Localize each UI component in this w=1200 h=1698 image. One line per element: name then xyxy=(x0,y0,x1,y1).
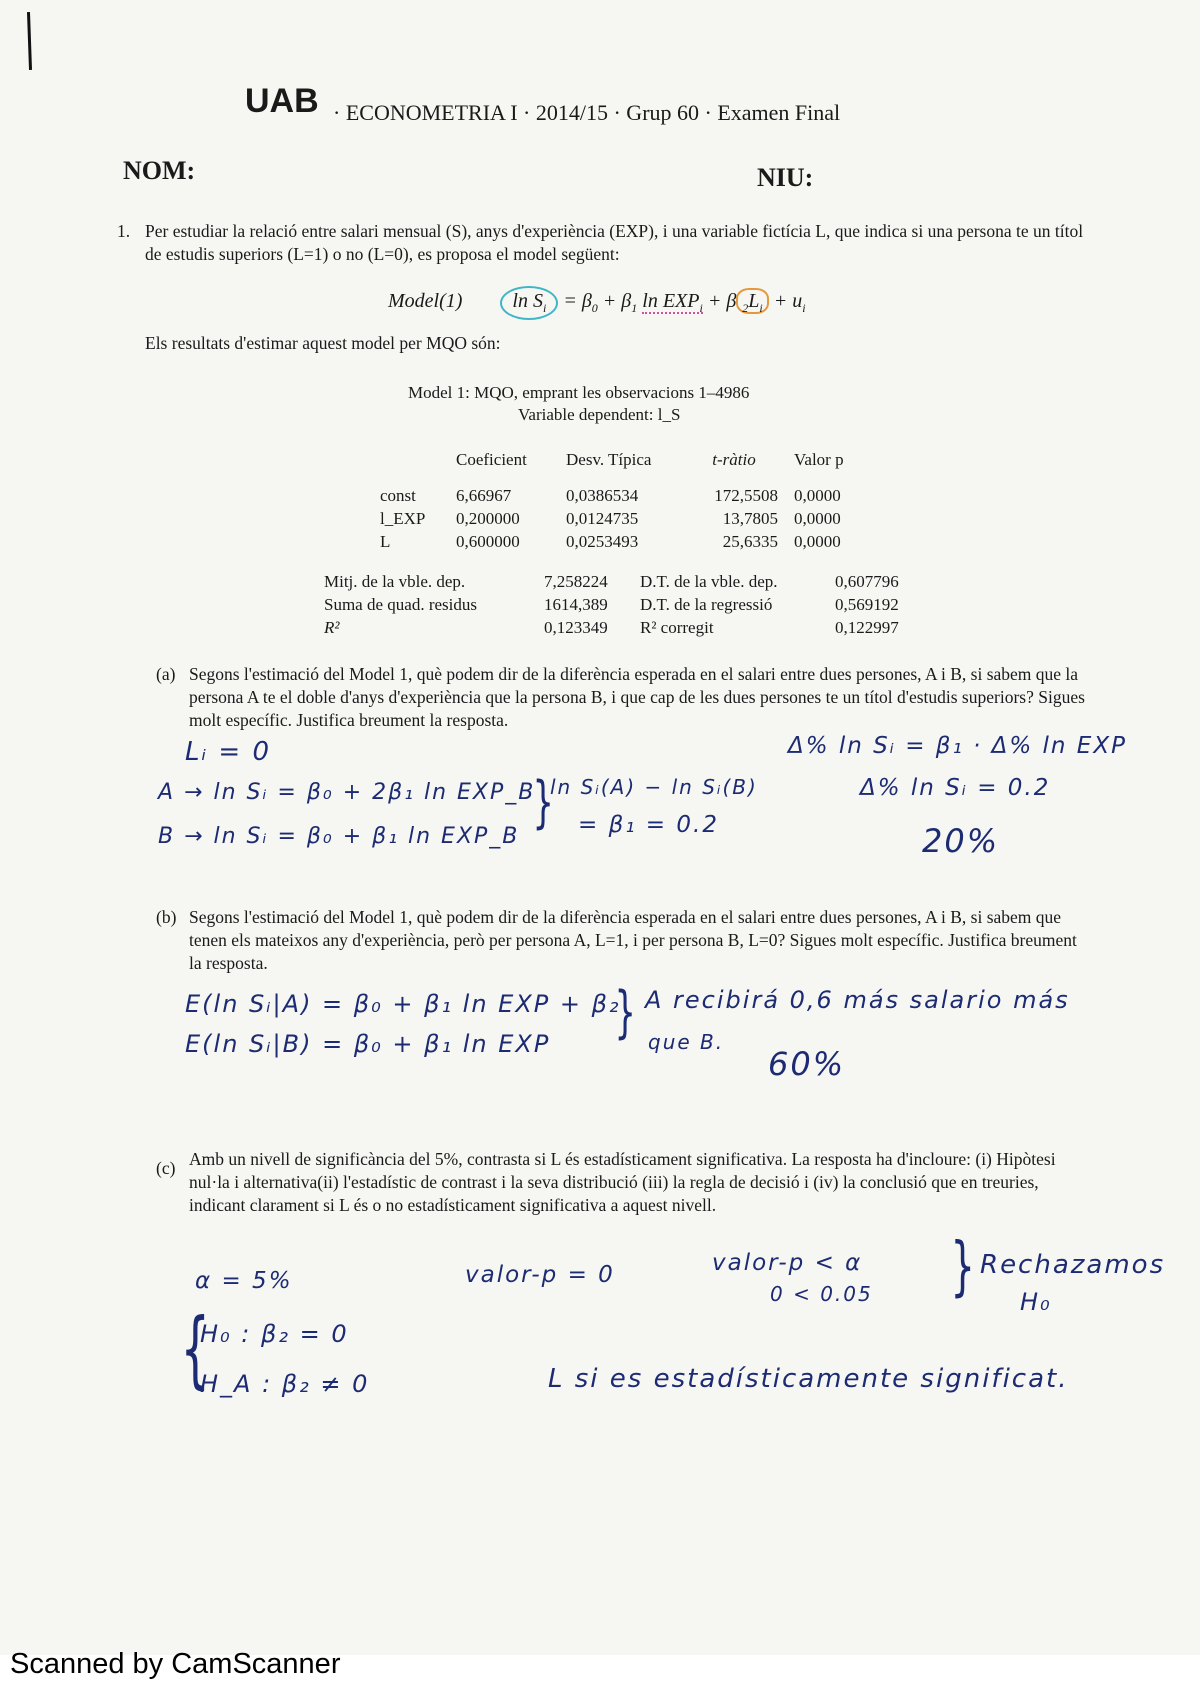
hw-a-brace: } xyxy=(532,770,556,835)
hw-b-brace: } xyxy=(614,980,638,1045)
hw-b-2: A recibirá 0,6 más salario más xyxy=(645,986,1070,1014)
stats-row: Suma de quad. residus 1614,389 D.T. de la regressió 0,569192 xyxy=(324,594,899,614)
hw-b-1: E(ln Sᵢ|A) = β₀ + β₁ ln EXP + β₂ xyxy=(185,990,621,1018)
hw-c-8: H_A : β₂ ≠ 0 xyxy=(200,1370,370,1398)
hw-c-brace-right: } xyxy=(950,1230,977,1304)
hw-c-1: α = 5% xyxy=(195,1268,293,1294)
model-label: Model(1) xyxy=(388,290,463,312)
coefficient-table xyxy=(380,450,874,553)
part-b-text: Segons l'estimació del Model 1, què podem dir de la diferència esperada en el salari entre dues persones, A i B, si sabem que tenen els mateixos any d'experiència, però per persona A, L=1, i per persona B, L=0? Sigues molt específic. Justifica breument la resposta. xyxy=(189,907,1077,973)
lhs-circle: $\ln S_i$ xyxy=(500,286,558,320)
results-intro: Els resultats d'estimar aquest model per MQO són: xyxy=(145,333,501,353)
stats-row: Mitj. de la vble. dep. 7,258224 D.T. de la vble. dep. 0,607796 xyxy=(324,571,899,591)
hw-a-6: B → ln Sᵢ = β₀ + β₁ ln EXP_B xyxy=(158,824,520,849)
hw-a-2: Δ% ln Sᵢ = β₁ · Δ% ln EXP xyxy=(788,733,1127,759)
part-a-text: Segons l'estimació del Model 1, què podem dir de la diferència esperada en el salari entre dues persones, A i B, si sabem que la persona A te el doble d'anys d'experiència que la persona B, i que cap de les dues persones te un títol d'estudis superiors? Sigues molt específic. Justifica breument la resposta. xyxy=(189,664,1085,730)
nom-label: NOM: xyxy=(123,156,196,185)
table-row: const 6,66967 0,0386534 172,5508 0,0000 xyxy=(380,485,841,505)
hw-c-7: H₀ : β₂ = 0 xyxy=(200,1320,349,1348)
table-row: l_EXP 0,200000 0,0124735 13,7805 0,0000 xyxy=(380,508,841,528)
exam-title: · ECONOMETRIA I · 2014/15 · Grup 60 · Examen Final xyxy=(333,100,841,125)
table-header-row: Coeficient Desv. Típica t-ràtio Valor p xyxy=(456,450,844,469)
hw-c-5: Rechazamos xyxy=(980,1250,1166,1280)
hw-c-2: valor-p = 0 xyxy=(465,1262,615,1288)
part-b-label: (b) xyxy=(156,907,177,927)
model-equation: Model(1) $\ln S_i = \beta_0 + \beta_1$ $\ln EXP_i + \beta$ $_2L_i + u_i$ xyxy=(388,286,806,320)
hw-c-3: valor-p < α xyxy=(712,1250,863,1276)
regression-dependent: Variable dependent: l_S xyxy=(518,405,681,424)
l-circle: $_2L_i$ xyxy=(736,288,768,314)
question-number: 1. xyxy=(117,221,131,241)
hw-a-1: Lᵢ = 0 xyxy=(185,737,271,767)
niu-label: NIU: xyxy=(757,163,814,192)
exp-term: $\ln EXP_i$ xyxy=(642,290,703,315)
hw-b-5: 60% xyxy=(768,1045,846,1083)
hw-c-4: 0 < 0.05 xyxy=(770,1282,873,1306)
uab-logo: UAB xyxy=(245,82,319,120)
camscanner-footer: Scanned by CamScanner xyxy=(10,1648,341,1680)
part-a-label: (a) xyxy=(156,664,176,684)
hw-a-7: = β₁ = 0.2 xyxy=(578,812,719,838)
stats-row: R² 0,123349 R² corregit 0,122997 xyxy=(324,617,899,637)
regression-title: Model 1: MQO, emprant les observacions 1–4986 xyxy=(408,383,750,402)
table-row: L 0,600000 0,0253493 25,6335 0,0000 xyxy=(380,531,841,551)
hw-c-9: L si es estadísticamente significat. xyxy=(548,1364,1069,1394)
pen-mark xyxy=(27,12,32,70)
hw-a-8: 20% xyxy=(922,822,1000,860)
question-text: Per estudiar la relació entre salari mensual (S), anys d'experiència (EXP), i una variable fictícia L, que indica si una persona te un títol de estudis superiors (L=1) o no (L=0), es proposa el model següent: xyxy=(145,221,1084,264)
summary-stats-table xyxy=(324,570,915,639)
hw-b-3: E(ln Sᵢ|B) = β₀ + β₁ ln EXP xyxy=(185,1030,551,1058)
part-c-label: (c) xyxy=(156,1158,176,1178)
hw-c-brace-left: { xyxy=(180,1300,211,1398)
part-c-text: Amb un nivell de significància del 5%, contrasta si L és estadísticament significativa. La resposta ha d'incloure: (i) Hipòtesi nul·la i alternativa(ii) l'estadístic de contrast i la seva distribució (iii) la regla de decisió i (iv) la conclusió que en treuries, indicant clarament si L és o no estadísticament significativa a aquest nivell. xyxy=(189,1149,1056,1215)
hw-a-3: A → ln Sᵢ = β₀ + 2β₁ ln EXP_B xyxy=(158,780,536,805)
hw-b-4: que B. xyxy=(648,1030,725,1054)
hw-a-5: Δ% ln Sᵢ = 0.2 xyxy=(860,775,1051,801)
hw-c-6: H₀ xyxy=(1020,1288,1052,1316)
hw-a-4: ln Sᵢ(A) − ln Sᵢ(B) xyxy=(550,775,758,799)
